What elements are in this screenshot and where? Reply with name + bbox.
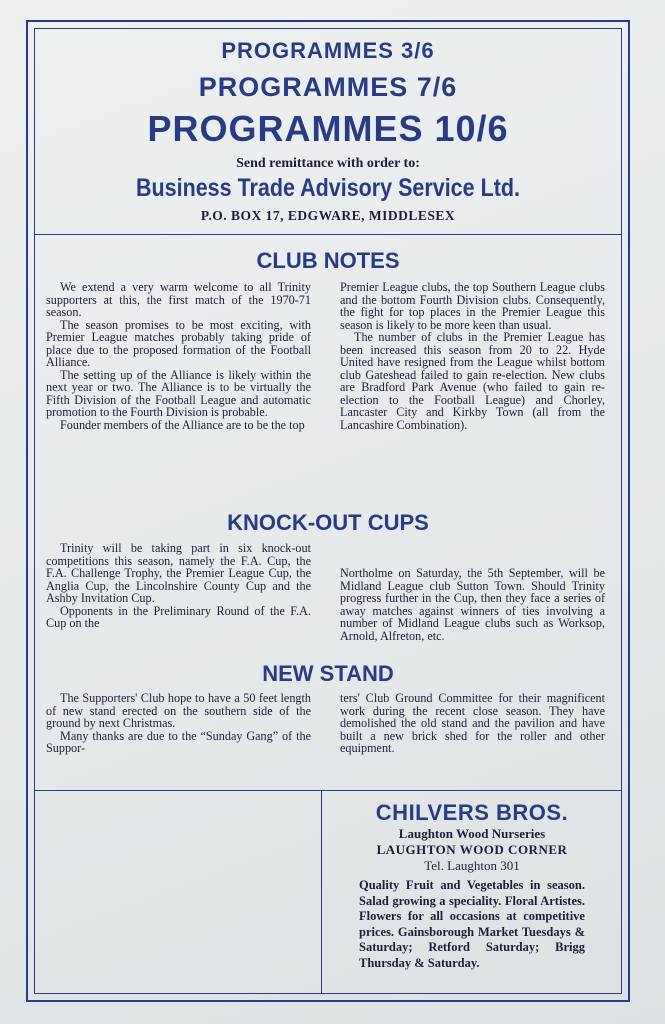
programmes-price-2: PROGRAMMES 7/6 (198, 72, 458, 102)
knock-out-cups-paragraph: Northolme on Saturday, the 5th September, will be Midland League club Sutton Town. Should Trinity progress further in the Cup, then they face a series of away matches against winners of ties involving a number of Midland League clubs such as Worksop, Arnold, Alfreton, etc. (340, 566, 605, 643)
programmes-price-3: PROGRAMMES 10/6 (147, 108, 509, 149)
company-name: Business Trade Advisory Service Ltd. (136, 174, 520, 202)
remittance-note: Send remittance with order to: (236, 156, 420, 171)
club-notes-right-column (340, 281, 605, 431)
new-stand-paragraph: The Supporters' Club hope to have a 50 feet length of new stand erected on the southern side of the ground by next Christmas. (46, 691, 311, 730)
header-divider (34, 234, 622, 235)
new-stand-left-column (46, 692, 311, 755)
company-address: P.O. BOX 17, EDGWARE, MIDDLESEX (200, 208, 456, 223)
header-panel (34, 28, 622, 234)
knock-out-cups-heading: KNOCK-OUT CUPS (227, 510, 429, 535)
club-notes-left-column (46, 281, 311, 431)
advert-title: CHILVERS BROS. (375, 800, 569, 825)
club-notes-paragraph: Founder members of the Alliance are to be the top (60, 417, 305, 432)
club-notes-paragraph: The number of clubs in the Premier League has been increased this season from 20 to 22. Hyde United have resigned from the League whilst bottom club Gateshead failed to gain re-election. New clubs are Bradford Park Avenue (who failed to gain re-election to the Football League) and Chorley, Lancaster City and Kirkby Town (all from the Lancashire Combination). (340, 330, 605, 432)
advert-telephone: Tel. Laughton 301 (424, 858, 520, 873)
knock-out-cups-right-column (340, 567, 605, 642)
knock-out-cups-left-column (46, 542, 311, 630)
club-notes-paragraph: The season promises to be most exciting, with Premier League matches probably taking pride of place due to the proposed formation of the Football Alliance. (46, 317, 311, 369)
knock-out-cups-paragraph: Opponents in the Preliminary Round of the F.A. Cup on the (46, 603, 311, 630)
new-stand-paragraph: Many thanks are due to the “Sunday Gang” of the Suppor- (46, 728, 311, 755)
new-stand-heading: NEW STAND (262, 661, 394, 686)
advert-body: Quality Fruit and Vegetables in season. Salad growing a speciality. Floral Artistes. Flowers for all occasions at competitive prices. Gainsborough Market Tuesdays & Saturday; Retford Saturday; Brigg Thursday & Saturday. (359, 878, 585, 970)
advert-location: LAUGHTON WOOD CORNER (376, 842, 568, 857)
club-notes-paragraph: Premier League clubs, the top Southern League clubs and the bottom Fourth Division clubs. Consequently, the fight for top places in the Premier League this season is likely to be more keen than usual. (340, 280, 605, 332)
advert-divider (34, 790, 622, 791)
advert-nursery-name: Laughton Wood Nurseries (398, 826, 546, 841)
new-stand-right-column (340, 692, 605, 755)
club-notes-heading: CLUB NOTES (256, 248, 400, 273)
new-stand-paragraph: ters' Club Ground Committee for their magnificent work during the recent close season. They have demolished the old stand and the pavilion and have built a new brick shed for the roller and other equipment. (340, 691, 605, 755)
chilvers-advert (322, 796, 622, 971)
club-notes-paragraph: We extend a very warm welcome to all Trinity supporters at this, the first match of the 1970-71 season. (46, 280, 311, 319)
knock-out-cups-paragraph: Trinity will be taking part in six knock-out competitions this season, namely the F.A. Cup, the F.A. Challenge Trophy, the Premier League Cup, the Anglia Cup, the Lincolnshire County Cup and the Ashby Invitation Cup. (46, 541, 311, 605)
programmes-price-1: PROGRAMMES 3/6 (221, 38, 435, 63)
club-notes-paragraph: The setting up of the Alliance is likely within the next year or two. The Alliance is to be virtually the Fifth Division of the Football League and automatic promotion to the Fourth Division is probable. (46, 367, 311, 419)
